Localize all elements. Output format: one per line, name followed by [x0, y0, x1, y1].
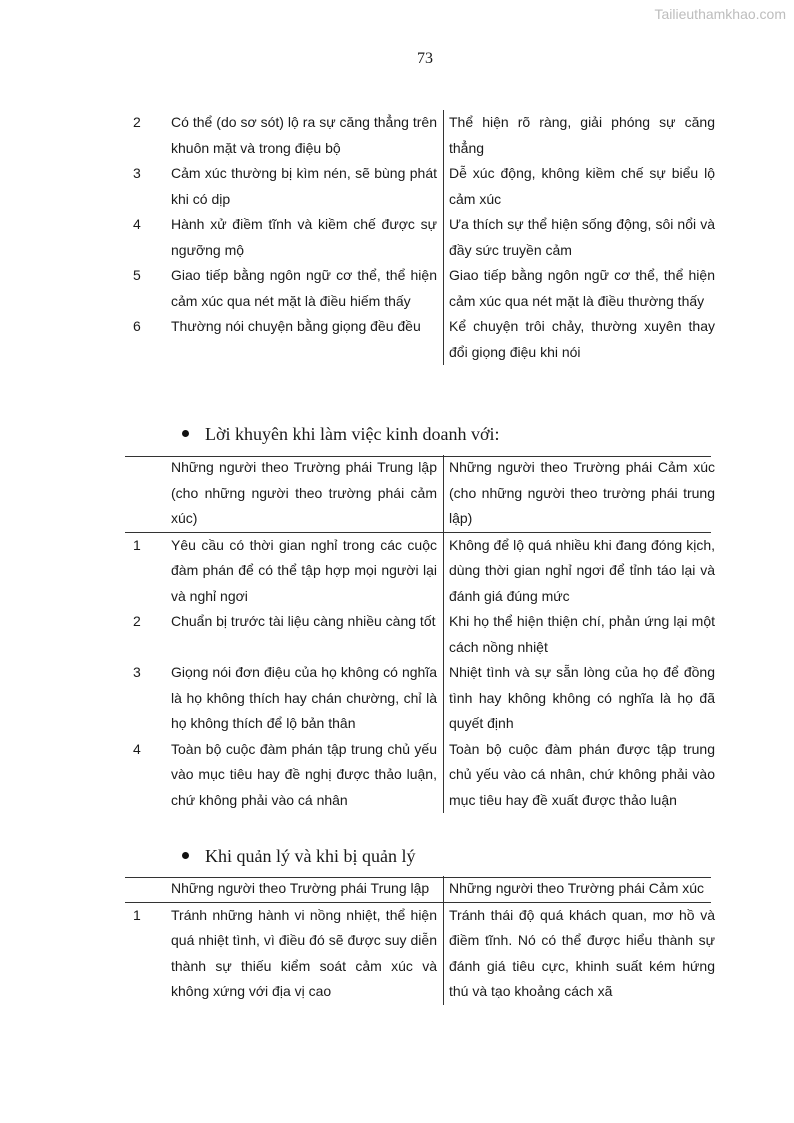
emotional-cell: Khi họ thể hiện thiện chí, phản ứng lại một cách nồng nhiệt: [443, 609, 715, 660]
table-row: [125, 110, 715, 161]
row-number: [125, 876, 171, 902]
neutral-cell: Yêu cầu có thời gian nghỉ trong các cuộc đàm phán để có thể tập hợp mọi người lại và nghỉ ngơi: [171, 536, 437, 604]
table-row: [125, 263, 715, 314]
row-number: 3: [133, 165, 141, 181]
row-number: 4: [133, 740, 141, 757]
table-header-row: [125, 455, 715, 532]
section-heading-management: [182, 846, 415, 867]
neutral-cell: Giao tiếp bằng ngôn ngữ cơ thể, thể hiện cảm xúc qua nét mặt là điều hiếm thấy: [171, 267, 437, 309]
neutral-cell: Cảm xúc thường bị kìm nén, sẽ bùng phát khi có dịp: [171, 165, 437, 207]
neutral-cell: Toàn bộ cuộc đàm phán tập trung chủ yếu vào mục tiêu hay đề nghị được thảo luận, chứ không phải vào cá nhân: [171, 740, 437, 808]
table-row: [125, 737, 715, 814]
emotional-cell: Không để lộ quá nhiều khi đang đóng kịch, dùng thời gian nghỉ ngơi để tỉnh táo lại và đánh giá đúng mức: [443, 533, 715, 610]
neutral-cell: Giọng nói đơn điệu của họ không có nghĩa là họ không thích hay chán chường, chỉ là họ không thích để lộ bản thân: [171, 664, 437, 731]
header-neutral: Những người theo Trường phái Trung lập: [171, 880, 430, 896]
table-row: [125, 903, 715, 1005]
neutral-cell: Tránh những hành vi nồng nhiệt, thể hiện quá nhiệt tình, vì điều đó sẽ được suy diễn thành sự thiếu kiểm soát cảm xúc và không xứng với địa vị cao: [171, 906, 437, 999]
table-row: [125, 533, 715, 610]
header-emotional: Những người theo Trường phái Cảm xúc: [443, 876, 715, 902]
emotional-cell: Tránh thái độ quá khách quan, mơ hồ và điềm tĩnh. Nó có thể được hiểu thành sự đánh giá tiêu cực, khinh suất kém hứng thú và tạo khoảng cách xã: [443, 903, 715, 1005]
emotional-cell: Thể hiện rõ ràng, giải phóng sự căng thẳng: [443, 110, 715, 161]
heading-text: Khi quản lý và khi bị quản lý: [205, 846, 416, 866]
header-emotional: Những người theo Trường phái Cảm xúc (cho những người theo trường phái trung lập): [443, 455, 715, 532]
watermark: Tailieuthamkhao.com: [654, 6, 786, 22]
row-number: 2: [133, 114, 141, 130]
emotional-cell: Kể chuyện trôi chảy, thường xuyên thay đổi giọng điệu khi nói: [443, 314, 715, 365]
neutral-cell: Hành xử điềm tĩnh và kiềm chế được sự ngưỡng mộ: [171, 216, 437, 258]
table-emotion-traits: [125, 110, 715, 365]
section-heading-business-advice: [182, 424, 500, 445]
bullet-icon: [182, 852, 189, 859]
header-neutral: Những người theo Trường phái Trung lập (cho những người theo trường phái cảm xúc): [171, 459, 437, 526]
row-number: 2: [133, 613, 141, 629]
row-number: 3: [133, 664, 141, 680]
row-number: [125, 455, 171, 532]
table-row: [125, 660, 715, 737]
page-number: 73: [417, 50, 433, 67]
emotional-cell: Ưa thích sự thể hiện sống động, sôi nổi và đầy sức truyền cảm: [443, 212, 715, 263]
table-row: [125, 161, 715, 212]
emotional-cell: Dễ xúc động, không kiềm chế sự biểu lộ cảm xúc: [443, 161, 715, 212]
row-number: 4: [133, 216, 141, 232]
neutral-cell: Có thể (do sơ sót) lộ ra sự căng thẳng trên khuôn mặt và trong điệu bộ: [171, 114, 437, 156]
table-header-row: [125, 876, 715, 902]
row-number: 6: [133, 318, 141, 334]
table-management: [125, 876, 715, 1005]
bullet-icon: [182, 430, 189, 437]
heading-text: Lời khuyên khi làm việc kinh doanh với:: [205, 424, 500, 444]
neutral-cell: Chuẩn bị trước tài liệu càng nhiều càng tốt: [171, 613, 436, 629]
row-number: 1: [133, 536, 141, 553]
row-number: 5: [133, 267, 141, 283]
table-row: [125, 314, 715, 365]
table-business-advice: [125, 455, 715, 813]
table-row: [125, 609, 715, 660]
neutral-cell: Thường nói chuyện bằng giọng đều đều: [171, 318, 421, 334]
table-row: [125, 212, 715, 263]
emotional-cell: Nhiệt tình và sự sẵn lòng của họ để đồng tình hay không không có nghĩa là họ đã quyết định: [443, 660, 715, 737]
emotional-cell: Giao tiếp bằng ngôn ngữ cơ thể, thể hiện cảm xúc qua nét mặt là điều thường thấy: [443, 263, 715, 314]
emotional-cell: Toàn bộ cuộc đàm phán được tập trung chủ yếu vào cá nhân, chứ không phải vào mục tiêu hay đề xuất được thảo luận: [443, 737, 715, 814]
row-number: 1: [133, 906, 141, 923]
